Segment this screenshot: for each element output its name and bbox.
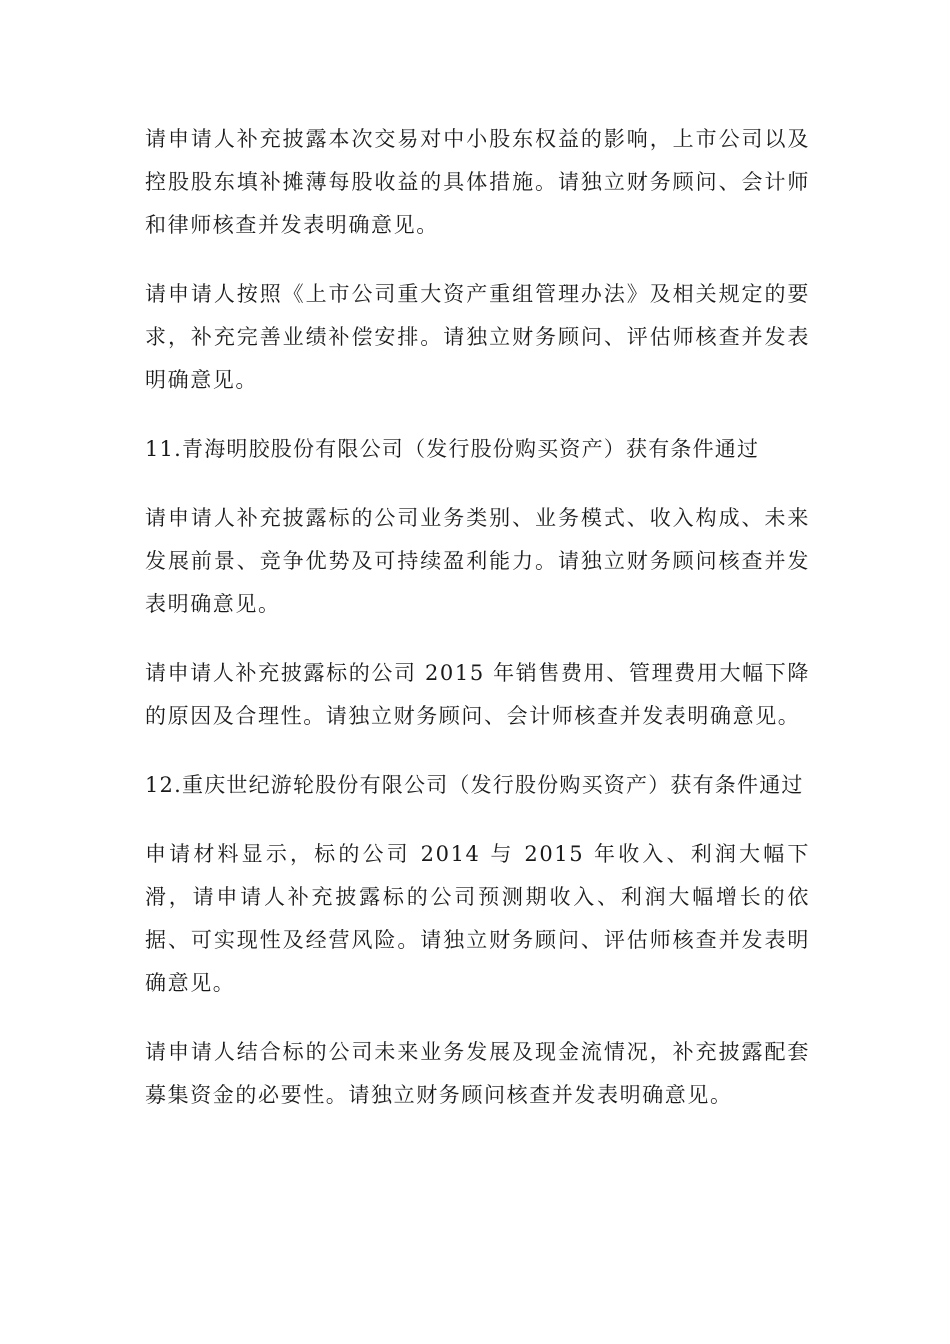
paragraph-performance-compensation: 请申请人按照《上市公司重大资产重组管理办法》及相关规定的要求，补充完善业绩补偿安排。请独立财务顾问、评估师核查并发表明确意见。: [145, 282, 810, 392]
paragraph-supporting-funds: 请申请人结合标的公司未来业务发展及现金流情况，补充披露配套募集资金的必要性。请独立财务顾问核查并发表明确意见。: [145, 1040, 810, 1107]
paragraph-minority-shareholder-impact: 请申请人补充披露本次交易对中小股东权益的影响，上市公司以及控股股东填补摊薄每股收益的具体措施。请独立财务顾问、会计师和律师核查并发表明确意见。: [145, 127, 810, 237]
document-body: [145, 118, 810, 1143]
section-heading-11: 11.青海明胶股份有限公司（发行股份购买资产）获有条件通过: [145, 437, 760, 461]
paragraph-revenue-forecast: 申请材料显示，标的公司 2014 与 2015 年收入、利润大幅下滑，请申请人补充披露标的公司预测期收入、利润大幅增长的依据、可实现性及经营风险。请独立财务顾问、评估师核查并发表明确意见。: [145, 842, 810, 995]
paragraph-business-disclosure: 请申请人补充披露标的公司业务类别、业务模式、收入构成、未来发展前景、竞争优势及可持续盈利能力。请独立财务顾问核查并发表明确意见。: [145, 506, 810, 616]
paragraph-expense-decline: 请申请人补充披露标的公司 2015 年销售费用、管理费用大幅下降的原因及合理性。请独立财务顾问、会计师核查并发表明确意见。: [145, 661, 810, 728]
section-heading-12: 12.重庆世纪游轮股份有限公司（发行股份购买资产）获有条件通过: [145, 773, 804, 797]
